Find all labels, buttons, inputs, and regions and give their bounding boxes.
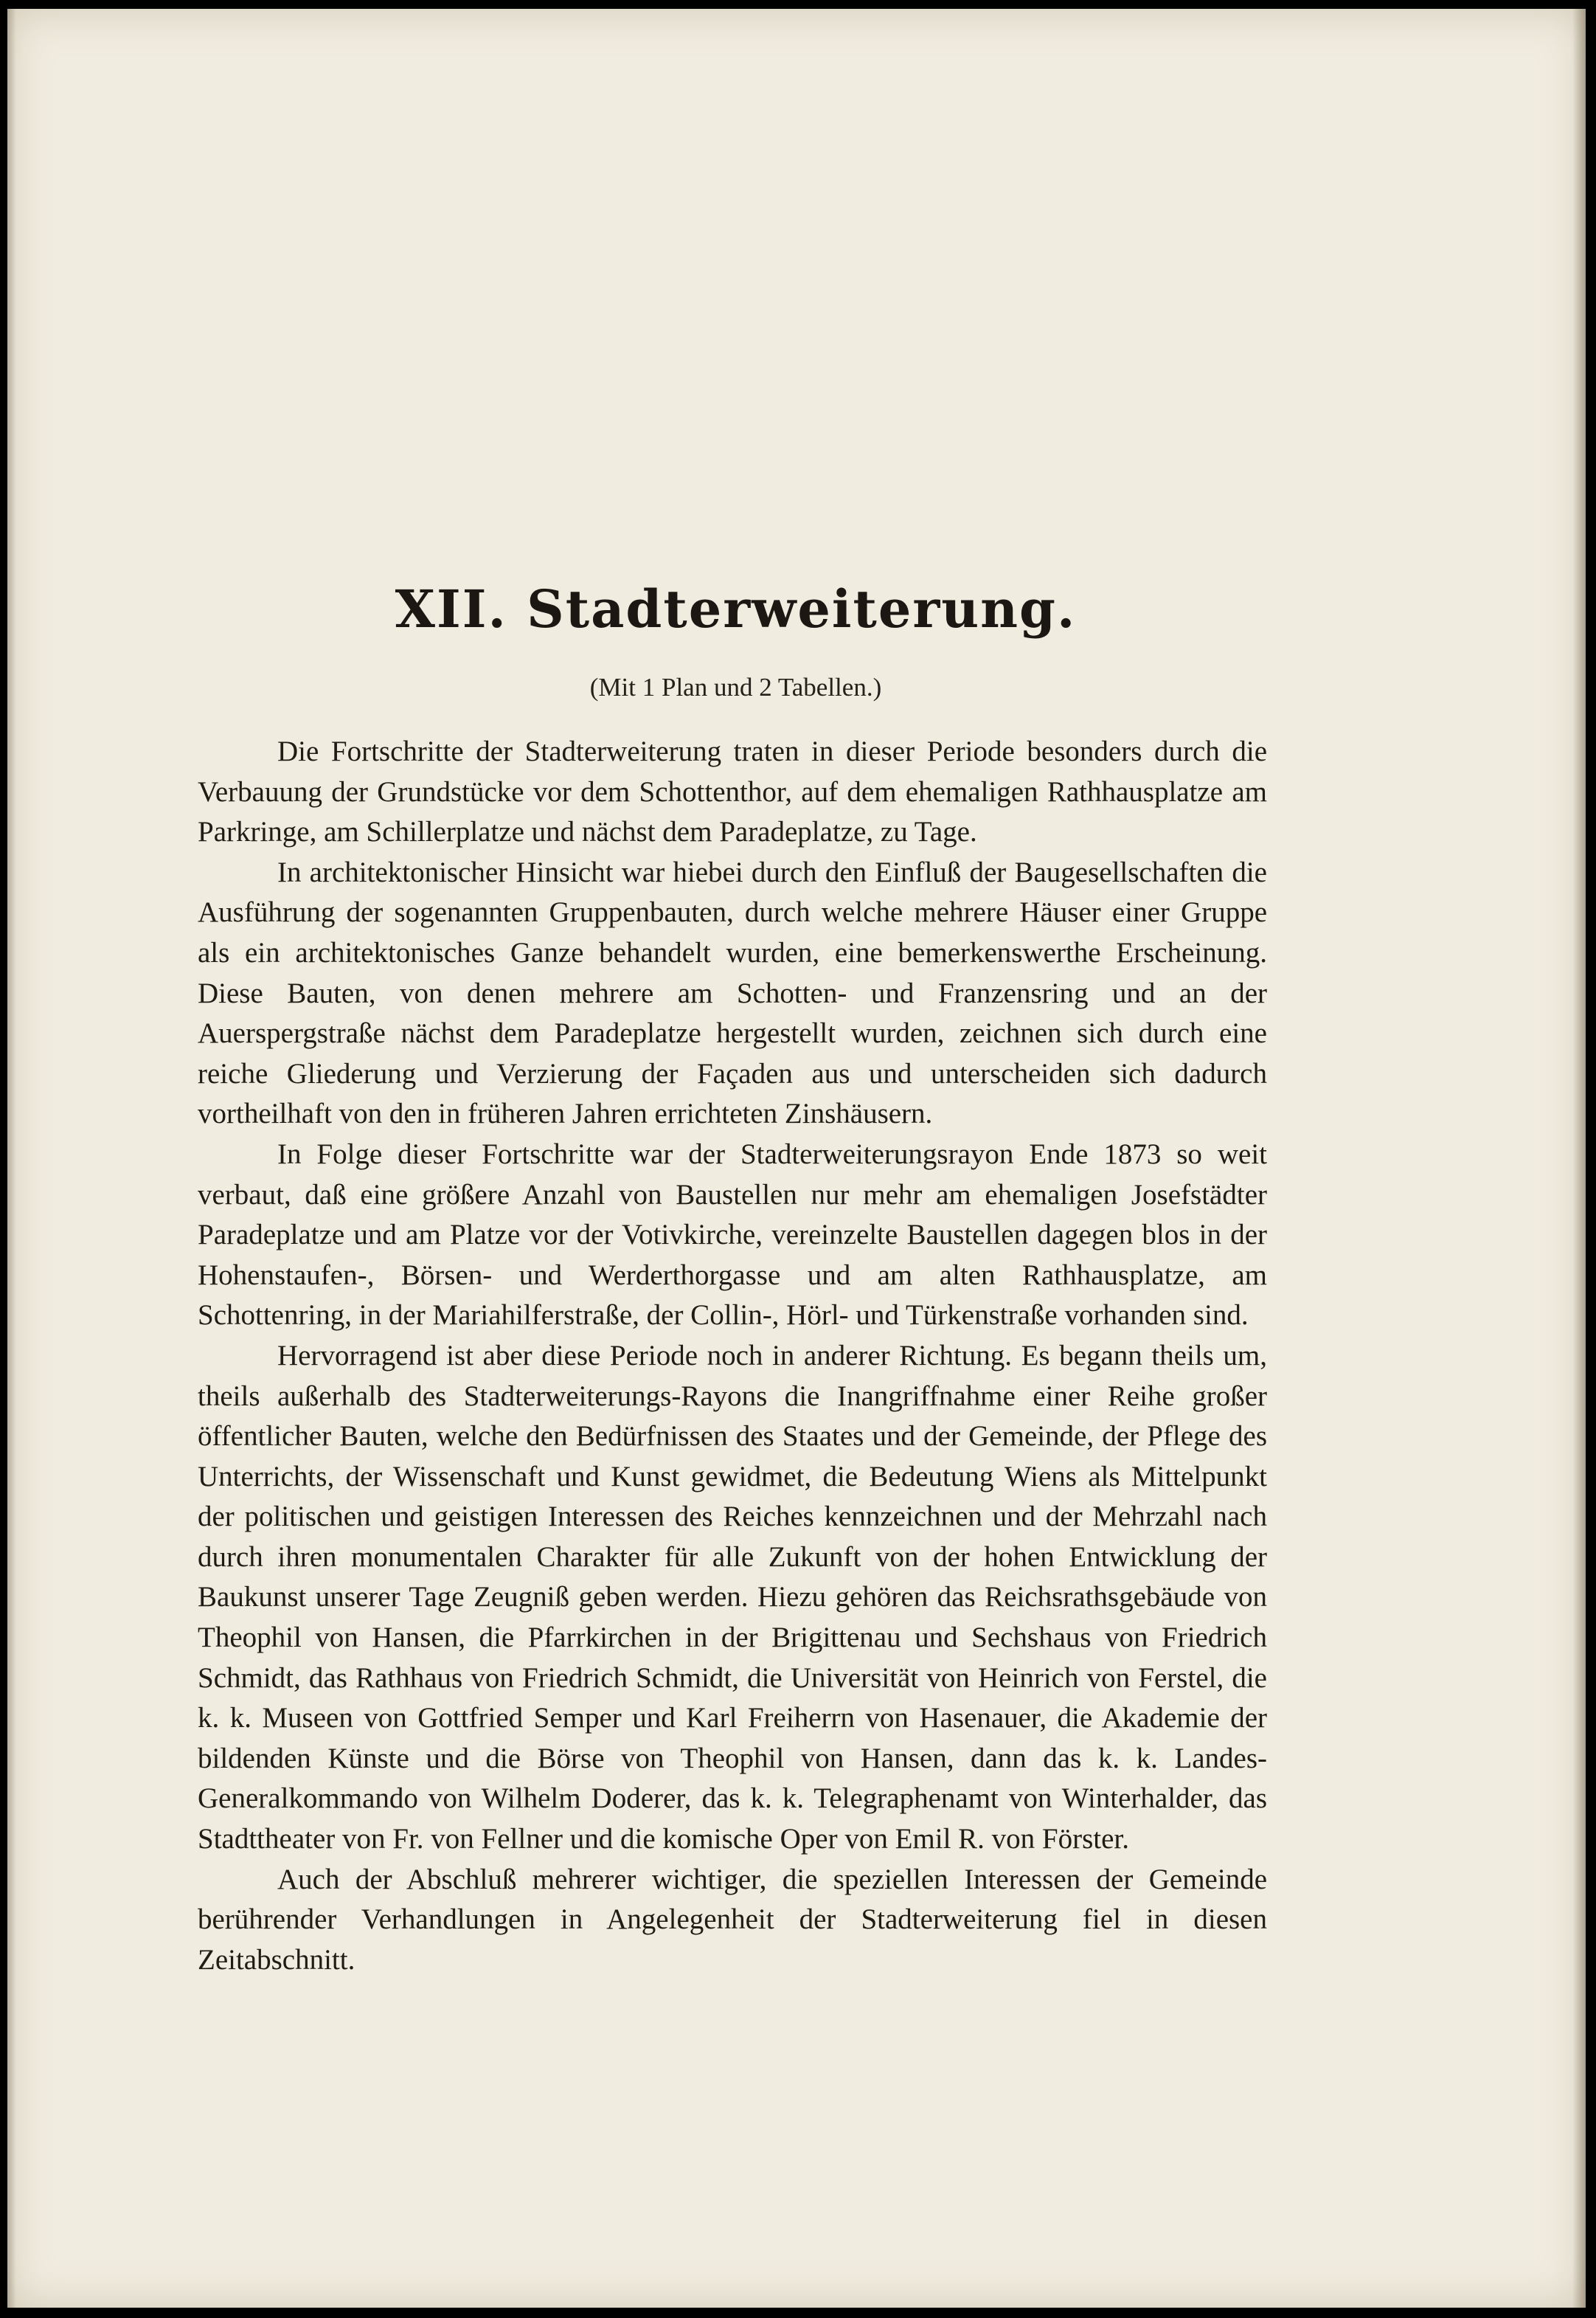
paragraph: Die Fortschritte der Stadterweiterung traten in dieser Periode besonders durch die Verbauung der Grundstücke vor dem Schottenthor, auf dem ehemaligen Rathhausplatze am Parkringe, am Schillerplatze und nächst dem Paradeplatze, zu Tage. xyxy=(198,736,1267,848)
paragraph: Hervorragend ist aber diese Periode noch in anderer Richtung. Es begann theils um, theils außerhalb des Stadterweiterungs-Rayons die Inangriffnahme einer Reihe großer öffentlicher Bauten, welche den Bedürfnissen des Staates und der Gemeinde, der Pflege des Unterrichts, der Wissenschaft und Kunst gewidmet, die Bedeutung Wiens als Mittelpunkt der politischen und geistigen Interessen des Reiches kennzeichnen und der Mehrzahl nach durch ihren monumentalen Charakter für alle Zukunft von der hohen Entwicklung der Baukunst unserer Tage Zeugniß geben werden. Hiezu gehören das Reichsrathsgebäude von Theophil von Hansen, die Pfarrkirchen in der Brigittenau und Sechshaus von Friedrich Schmidt, das Rathhaus von Friedrich Schmidt, die Universität von Heinrich von Ferstel, die k. k. Museen von Gottfried Semper und Karl Freiherrn von Hasenauer, die Akademie der bildenden Künste und die Börse von Theophil von Hansen, dann das k. k. Landes-Generalkommando von Wilhelm Doderer, das k. k. Telegraphenamt von Winterhalder, das Stadttheater von Fr. von Fellner und die komische Oper von Emil R. von Förster. xyxy=(198,1339,1267,1855)
scanned-page xyxy=(7,9,1586,2308)
paragraph: In architektonischer Hinsicht war hiebei durch den Einfluß der Baugesellschaften die Ausführung der sogenannten Gruppenbauten, durch welche mehrere Häuser einer Gruppe als ein architektonisches Ganze behandelt wurden, eine bemerkenswerthe Erscheinung. Diese Bauten, von denen mehrere am Schotten- und Franzensring und an der Auerspergstraße nächst dem Paradeplatze hergestellt wurden, zeichnen sich durch eine reiche Gliederung und Verzierung der Façaden aus und unterscheiden sich dadurch vortheilhaft von den in früheren Jahren errichteten Zinshäusern. xyxy=(198,856,1267,1130)
paragraph: In Folge dieser Fortschritte war der Stadterweiterungsrayon Ende 1873 so weit verbaut, daß eine größere Anzahl von Baustellen nur mehr am ehemaligen Josefstädter Paradeplatze und am Platze vor der Votivkirche, vereinzelte Baustellen dagegen blos in der Hohenstaufen-, Börsen- und Werderthorgasse und am alten Rathhausplatze, am Schottenring, in der Mariahilferstraße, der Collin-, Hörl- und Türkenstraße vorhanden sind. xyxy=(198,1138,1267,1332)
chapter-subtitle: (Mit 1 Plan und 2 Tabellen.) xyxy=(589,673,882,702)
chapter-title: XII. Stadterweiterung. xyxy=(395,578,1077,640)
paragraph: Auch der Abschluß mehrerer wichtiger, die speziellen Interessen der Gemeinde berührender Verhandlungen in Angelegenheit der Stadterweiterung fiel in diesen Zeitabschnitt. xyxy=(198,1863,1267,1976)
page-edge-shadow-right xyxy=(1572,9,1586,2308)
body-text xyxy=(198,732,1267,1980)
page-edge-shadow-left xyxy=(7,9,16,2308)
